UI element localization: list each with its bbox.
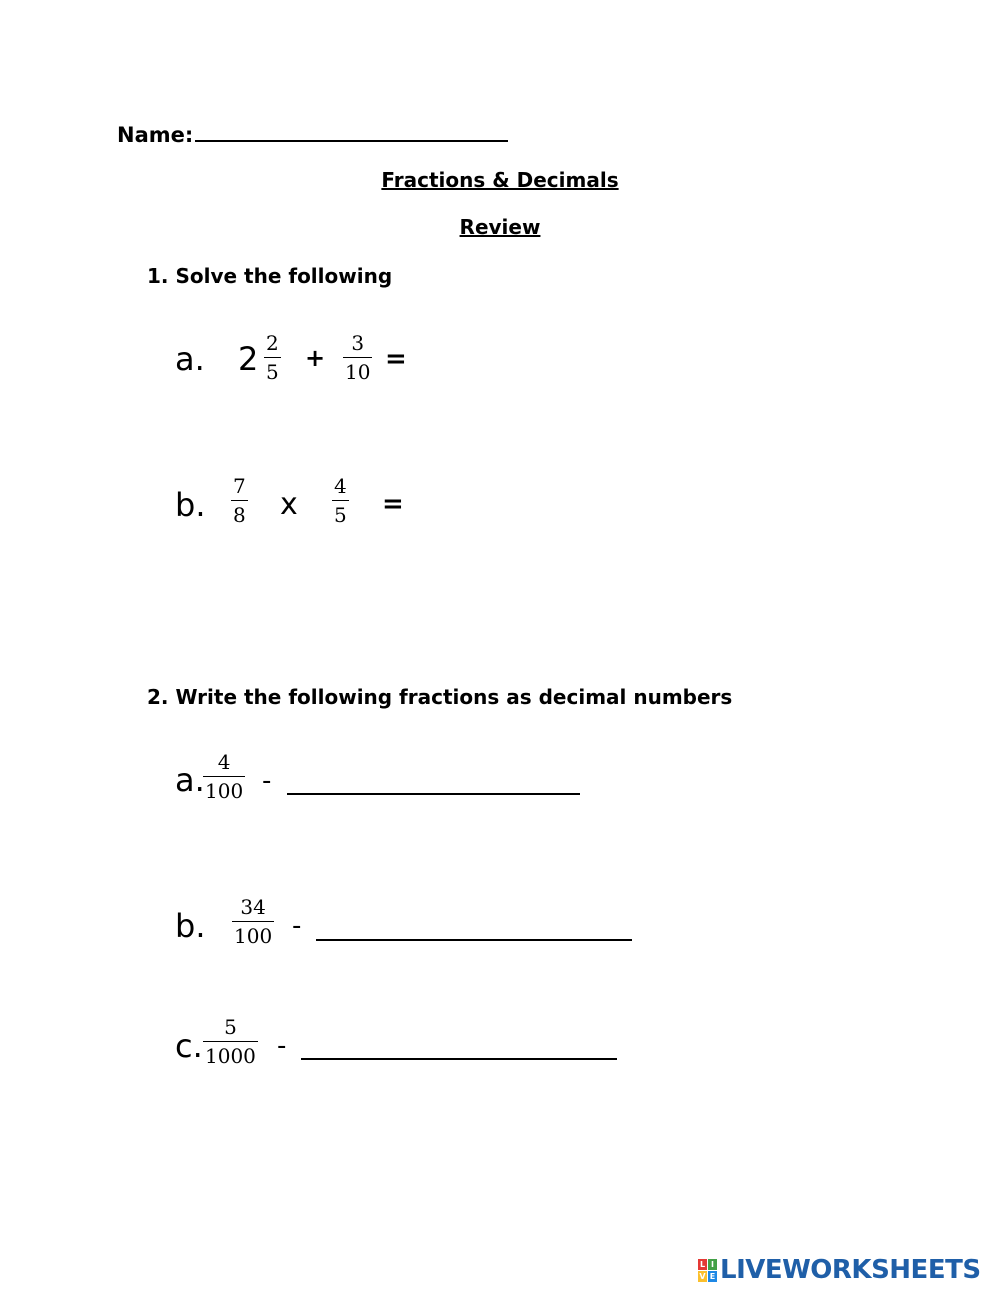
q2b-answer-line[interactable] <box>316 939 632 941</box>
q2a-dash: - <box>262 766 272 796</box>
q2c-dash: - <box>277 1031 287 1061</box>
q1a-fraction-1 <box>264 333 281 382</box>
numerator: 34 <box>240 895 266 919</box>
q1b-label: b. <box>175 486 206 524</box>
denominator: 10 <box>345 360 371 384</box>
q2a-label: a. <box>175 761 205 799</box>
denominator: 5 <box>334 503 347 527</box>
denominator: 100 <box>234 924 273 948</box>
q2c-answer-line[interactable] <box>301 1058 617 1060</box>
denominator: 1000 <box>205 1044 256 1068</box>
q1a-whole: 2 <box>238 340 259 378</box>
q2c-label: c. <box>175 1027 203 1065</box>
question-1-heading: 1. Solve the following <box>147 264 393 288</box>
numerator: 7 <box>233 474 246 498</box>
q2a-answer-line[interactable] <box>287 793 580 795</box>
logo-letter-l: L <box>699 1259 706 1269</box>
page-subtitle: Review <box>459 215 541 239</box>
q1b-fraction-1 <box>231 476 248 525</box>
numerator: 3 <box>351 331 365 355</box>
q1b-operator: x <box>280 487 298 522</box>
numerator: 4 <box>334 474 347 498</box>
logo-letter-e: E <box>709 1271 716 1281</box>
denominator: 8 <box>233 503 246 527</box>
page-title: Fractions & Decimals <box>381 168 619 192</box>
q1b-equals: = <box>382 489 404 519</box>
q1a-equals: = <box>385 344 407 374</box>
q1a-fraction-2 <box>343 333 372 382</box>
name-blank-line[interactable] <box>195 120 508 142</box>
q1b-fraction-2 <box>332 476 349 525</box>
q2c-fraction <box>203 1017 258 1066</box>
q2a-fraction <box>203 752 245 801</box>
logo-letter-i: I <box>708 1259 717 1270</box>
q1a-label: a. <box>175 340 205 378</box>
numerator: 4 <box>217 750 231 774</box>
name-label: Name: <box>117 123 194 147</box>
denominator: 100 <box>205 779 244 803</box>
q2b-dash: - <box>292 911 302 941</box>
logo-mark-icon <box>698 1259 717 1282</box>
q2b-label: b. <box>175 907 206 945</box>
q1a-operator: + <box>305 344 326 372</box>
numerator: 5 <box>224 1015 237 1039</box>
name-field[interactable] <box>117 120 508 147</box>
logo-text: LIVEWORKSHEETS <box>720 1255 981 1285</box>
q2b-fraction <box>232 897 274 946</box>
logo-letter-v: V <box>699 1271 706 1281</box>
liveworksheets-logo[interactable] <box>698 1255 981 1285</box>
question-2-heading: 2. Write the following fractions as decimal numbers <box>147 685 733 709</box>
numerator: 2 <box>266 331 279 355</box>
denominator: 5 <box>266 360 279 384</box>
